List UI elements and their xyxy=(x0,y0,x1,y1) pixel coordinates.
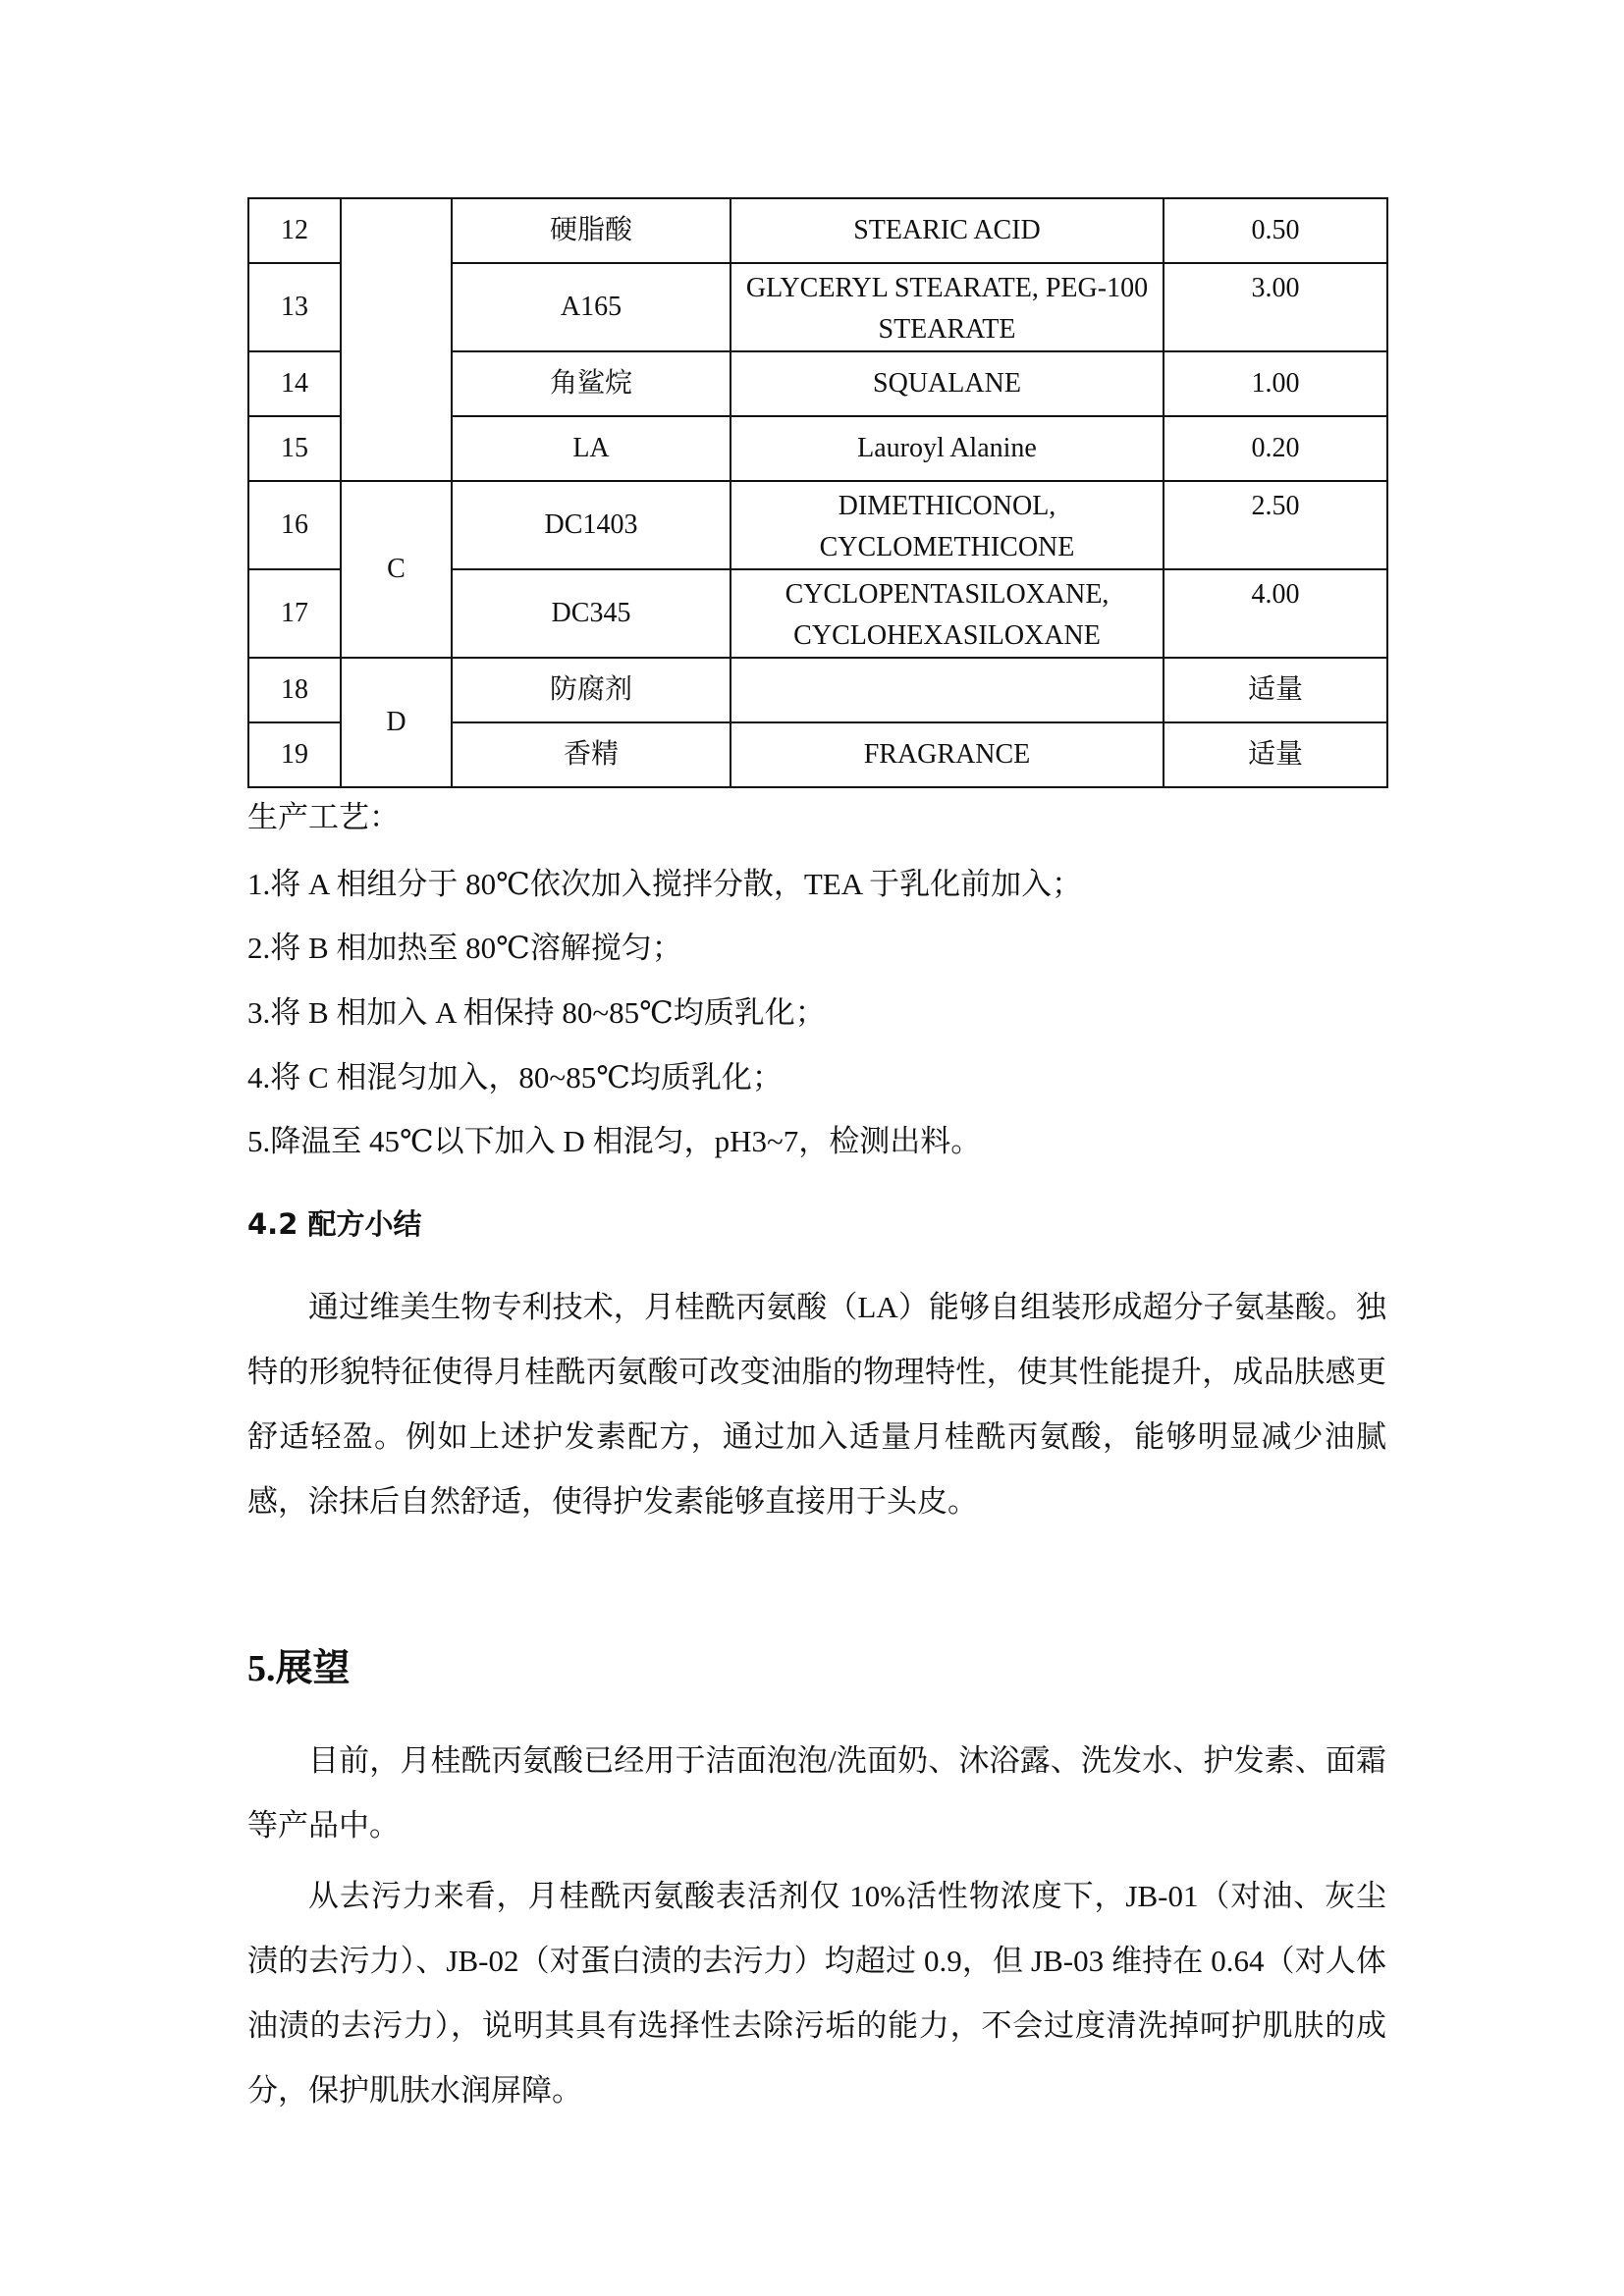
cell-no: 18 xyxy=(248,658,341,722)
cell-no: 15 xyxy=(248,416,341,481)
summary-paragraph: 通过维美生物专利技术，月桂酰丙氨酸（LA）能够自组装形成超分子氨基酸。独特的形貌特征使得月桂酰丙氨酸可改变油脂的物理特性，使其性能提升，成品肤感更舒适轻盈。例如上述护发素配方，通过加入适量月桂酰丙氨酸，能够明显减少油腻感，涂抹后自然舒适，使得护发素能够直接用于头皮。 xyxy=(247,1290,1386,1519)
cell-inci: DIMETHICONOL, CYCLOMETHICONE xyxy=(731,481,1164,569)
cell-inci: STEARIC ACID xyxy=(731,198,1164,263)
cell-cn-name: DC1403 xyxy=(452,481,731,569)
cell-amount: 3.00 xyxy=(1164,263,1387,351)
cell-inci: CYCLOPENTASILOXANE, CYCLOHEXASILOXANE xyxy=(731,569,1164,658)
formula-table-container xyxy=(247,197,1386,788)
cell-amount: 适量 xyxy=(1164,722,1387,787)
process-step: 5.降温至 45℃以下加入 D 相混匀，pH3~7，检测出料。 xyxy=(247,1124,982,1158)
cell-phase-b xyxy=(341,198,452,481)
process-step: 3.将 B 相加入 A 相保持 80~85℃均质乳化； xyxy=(247,995,826,1030)
cell-phase-d: D xyxy=(341,658,452,787)
formula-table xyxy=(247,197,1388,788)
cell-inci: Lauroyl Alanine xyxy=(731,416,1164,481)
process-step: 2.将 B 相加热至 80℃溶解搅匀； xyxy=(247,931,682,965)
cell-amount: 0.20 xyxy=(1164,416,1387,481)
table-row xyxy=(248,658,1387,722)
outlook-paragraph: 目前，月桂酰丙氨酸已经用于洁面泡泡/洗面奶、沐浴露、洗发水、护发素、面霜等产品中。 xyxy=(247,1743,1386,1842)
table-row xyxy=(248,481,1387,569)
cell-no: 19 xyxy=(248,722,341,787)
cell-amount: 2.50 xyxy=(1164,481,1387,569)
cell-no: 12 xyxy=(248,198,341,263)
section-heading-4-2: 4.2 配方小结 xyxy=(247,1207,422,1241)
table-row xyxy=(248,198,1387,263)
cell-inci xyxy=(731,658,1164,722)
cell-cn-name: 香精 xyxy=(452,722,731,787)
cell-cn-name: DC345 xyxy=(452,569,731,658)
cell-amount: 4.00 xyxy=(1164,569,1387,658)
cell-cn-name: A165 xyxy=(452,263,731,351)
cell-amount: 1.00 xyxy=(1164,351,1387,416)
outlook-paragraph: 从去污力来看，月桂酰丙氨酸表活剂仅 10%活性物浓度下，JB-01（对油、灰尘渍的去污力）、JB-02（对蛋白渍的去污力）均超过 0.9，但 JB-03 维持在 0.64（对人体油渍的去污力），说明其具有选择性去除污垢的能力，不会过度清洗掉呵护肌肤的成分，保护肌肤水润屏障。 xyxy=(247,1879,1386,2108)
cell-cn-name: LA xyxy=(452,416,731,481)
cell-cn-name: 防腐剂 xyxy=(452,658,731,722)
cell-cn-name: 硬脂酸 xyxy=(452,198,731,263)
section-heading-5: 5.展望 xyxy=(247,1648,351,1689)
cell-phase-c: C xyxy=(341,481,452,658)
cell-no: 17 xyxy=(248,569,341,658)
process-step: 1.将 A 相组分于 80℃依次加入搅拌分散，TEA 于乳化前加入； xyxy=(247,867,1083,901)
cell-no: 13 xyxy=(248,263,341,351)
cell-no: 14 xyxy=(248,351,341,416)
cell-inci: FRAGRANCE xyxy=(731,722,1164,787)
cell-inci: GLYCERYL STEARATE, PEG-100 STEARATE xyxy=(731,263,1164,351)
process-title: 生产工艺： xyxy=(247,800,400,834)
cell-inci: SQUALANE xyxy=(731,351,1164,416)
cell-amount: 0.50 xyxy=(1164,198,1387,263)
cell-amount: 适量 xyxy=(1164,658,1387,722)
cell-cn-name: 角鲨烷 xyxy=(452,351,731,416)
cell-no: 16 xyxy=(248,481,341,569)
process-step: 4.将 C 相混匀加入，80~85℃均质乳化； xyxy=(247,1060,783,1095)
